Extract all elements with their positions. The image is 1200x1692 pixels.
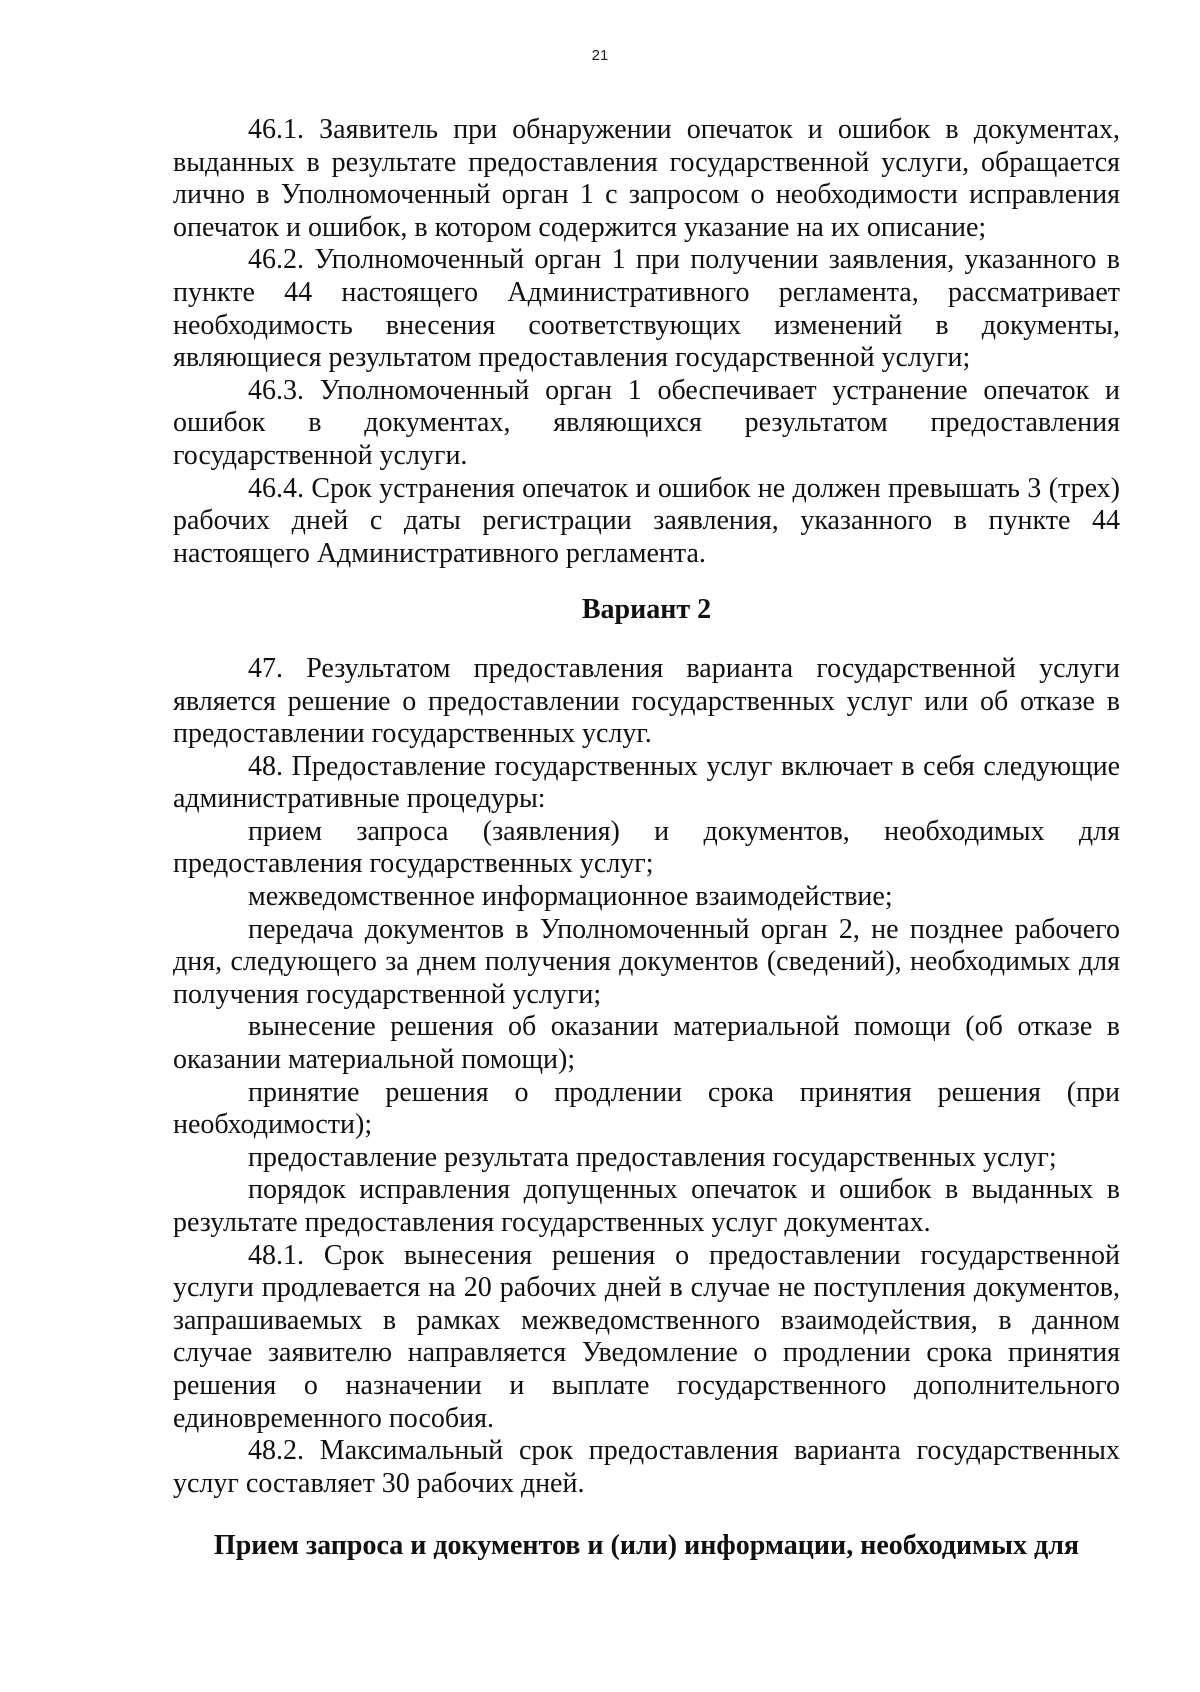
procedure-item: передача документов в Уполномоченный орган 2, не позднее рабочего дня, следующего за днем получения документов (сведений), необходимых для получения государственной услуги; (173, 913, 1120, 1010)
procedure-item: прием запроса (заявления) и документов, необходимых для предоставления государственных услуг; (173, 815, 1120, 880)
procedure-item: вынесение решения об оказании материальной помощи (об отказе в оказании материальной помощи); (173, 1011, 1120, 1076)
paragraph-48-1: 48.1. Срок вынесения решения о предоставлении государственной услуги продлевается на 20 рабочих дней в случае не поступления документов, запрашиваемых в рамках межведомственного взаимодействия, в данном случае заявителю направляется Уведомление о продлении срока принятия решения о назначении и выплате государственного дополнительного единовременного пособия. (173, 1239, 1120, 1434)
paragraph-48-2: 48.2. Максимальный срок предоставления варианта государственных услуг составляет 30 рабочих дней. (173, 1435, 1120, 1499)
procedure-item: порядок исправления допущенных опечаток и ошибок в выданных в результате предоставления государственных услуг документах. (173, 1174, 1120, 1238)
paragraph-46-3: 46.3. Уполномоченный орган 1 обеспечивает устранение опечаток и ошибок в документах, являющихся результатом предоставления государственной услуги. (173, 374, 1120, 471)
document-body (173, 114, 1120, 1586)
paragraph-47: 47. Результатом предоставления варианта государственной услуги является решение о предоставлении государственных услуг или об отказе в предоставлении государственных услуг. (173, 652, 1120, 750)
procedure-item: предоставление результата предоставления государственных услуг; (248, 1141, 1057, 1173)
paragraph-46-1: 46.1. Заявитель при обнаружении опечаток и ошибок в документах, выданных в результате предоставления государственной услуги, обращается лично в Уполномоченный орган 1 с запросом о необходимости исправления опечаток и ошибок, в котором содержится указание на их описание; (173, 114, 1120, 243)
paragraph-46-2: 46.2. Уполномоченный орган 1 при получении заявления, указанного в пункте 44 настоящего Административного регламента, рассматривает необходимость внесения соответствующих изменений в документы, являющиеся результатом предоставления государственной услуги; (173, 244, 1120, 374)
section-heading-request-intake: Прием запроса и документов и (или) информации, необходимых для (213, 1530, 1080, 1562)
page-number: 21 (591, 47, 609, 64)
procedure-item: межведомственное информационное взаимодействие; (248, 881, 893, 913)
section-heading-variant-2: Вариант 2 (581, 594, 712, 626)
paragraph-48: 48. Предоставление государственных услуг включает в себя следующие административные процедуры: (173, 750, 1120, 815)
paragraph-46-4: 46.4. Срок устранения опечаток и ошибок не должен превышать 3 (трех) рабочих дней с даты регистрации заявления, указанного в пункте 44 настоящего Административного регламента. (173, 472, 1120, 569)
procedure-item: принятие решения о продлении срока принятия решения (при необходимости); (173, 1076, 1120, 1141)
